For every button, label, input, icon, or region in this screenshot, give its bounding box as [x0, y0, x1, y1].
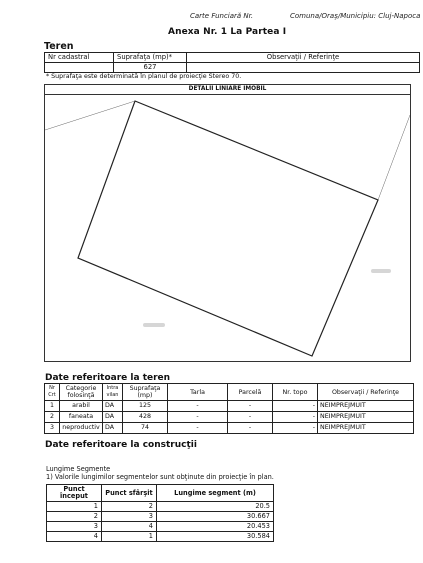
- cell: 1: [102, 532, 157, 542]
- table-row: [47, 502, 274, 512]
- cell: NEIMPREJMUIT: [318, 401, 414, 412]
- cell: 1: [45, 401, 60, 412]
- col-punct-inceput: Punct început: [47, 485, 102, 502]
- col-nr-topo: Nr. topo: [273, 384, 318, 401]
- date-constructii-title: Date referitoare la construcţii: [45, 440, 197, 450]
- teren-data-row: [45, 63, 420, 73]
- cell-observatii: [187, 63, 420, 73]
- cell: 30.667: [157, 512, 274, 522]
- cell: -: [273, 412, 318, 423]
- col-lungime: Lungime segment (m): [157, 485, 274, 502]
- cell: -: [228, 412, 273, 423]
- table-row: [45, 412, 414, 423]
- parcel-polygon: [78, 101, 378, 356]
- redacted-mark: [371, 269, 391, 273]
- cell: -: [168, 412, 228, 423]
- col-categorie: Categorie folosinţă: [60, 384, 103, 401]
- teren-table: [44, 52, 420, 73]
- cell: -: [273, 423, 318, 434]
- cell: -: [168, 401, 228, 412]
- date-teren-table: [44, 383, 414, 434]
- annex-title: Anexa Nr. 1 La Partea I: [168, 27, 287, 37]
- table-row: [47, 512, 274, 522]
- table-row: [47, 522, 274, 532]
- cell: 30.584: [157, 532, 274, 542]
- col-intravilan: Intra vilan: [103, 384, 123, 401]
- table-row: [45, 423, 414, 434]
- plot-area: [44, 84, 411, 362]
- col-observatii: Observaţii / Referinţe: [187, 53, 420, 63]
- lungime-subtitle: 1) Valorile lungimilor segmentelor sunt obţinute din proiecţie în plan.: [46, 473, 274, 481]
- carte-funciara-label: Carte Funciară Nr.: [190, 12, 254, 20]
- cell: 20.5: [157, 502, 274, 512]
- comuna-label: Comuna/Oraş/Municipiu: Cluj-Napoca: [290, 12, 421, 20]
- cell: 428: [123, 412, 168, 423]
- table-row: [45, 401, 414, 412]
- col-punct-sfarsit: Punct sfârşit: [102, 485, 157, 502]
- cell: 125: [123, 401, 168, 412]
- plot-title: DETALII LINIARE IMOBIL: [45, 85, 410, 95]
- header-line: [190, 12, 421, 20]
- cell: 3: [47, 522, 102, 532]
- parcel-drawing: [45, 85, 410, 361]
- cell: neproductiv: [60, 423, 103, 434]
- teren-header-row: [45, 53, 420, 63]
- col-suprafata: Suprafaţa (mp)*: [114, 53, 187, 63]
- cell: -: [228, 423, 273, 434]
- cell: DA: [103, 412, 123, 423]
- surface-note: * Suprafaţa este determinată în planul de proiecţie Stereo 70.: [46, 73, 242, 80]
- cell: faneata: [60, 412, 103, 423]
- cell-suprafata: 627: [114, 63, 187, 73]
- cell: DA: [103, 423, 123, 434]
- cell: 20.453: [157, 522, 274, 532]
- col-suprafata-mp: Suprafaţa (mp): [123, 384, 168, 401]
- cell: 3: [102, 512, 157, 522]
- cell: -: [273, 401, 318, 412]
- cell: 4: [102, 522, 157, 532]
- cell: arabil: [60, 401, 103, 412]
- col-parcela: Parcelă: [228, 384, 273, 401]
- cell: 3: [45, 423, 60, 434]
- cell: NEIMPREJMUIT: [318, 412, 414, 423]
- cell: NEIMPREJMUIT: [318, 423, 414, 434]
- col-tarla: Tarla: [168, 384, 228, 401]
- date-teren-title: Date referitoare la teren: [45, 373, 171, 383]
- lungime-section: [46, 465, 274, 481]
- col-nr-cadastral: Nr cadastral: [45, 53, 114, 63]
- cell: 2: [47, 512, 102, 522]
- teren-title: Teren: [44, 41, 74, 52]
- cell: -: [168, 423, 228, 434]
- date-teren-header-row: [45, 384, 414, 401]
- boundary-line-top: [45, 101, 135, 130]
- boundary-line-right: [378, 115, 410, 200]
- lungime-title: Lungime Segmente: [46, 465, 111, 473]
- cell-nr-cadastral: [45, 63, 114, 73]
- redacted-mark: [143, 323, 165, 327]
- col-nr-crt: Nr Crt: [45, 384, 60, 401]
- cell: DA: [103, 401, 123, 412]
- cell: 74: [123, 423, 168, 434]
- cell: -: [228, 401, 273, 412]
- lungime-header-row: [47, 485, 274, 502]
- table-row: [47, 532, 274, 542]
- lungime-table: [46, 484, 274, 542]
- col-observatii-teren: Observaţii / Referinţe: [318, 384, 414, 401]
- cell: 2: [102, 502, 157, 512]
- cell: 2: [45, 412, 60, 423]
- cell: 1: [47, 502, 102, 512]
- cell: 4: [47, 532, 102, 542]
